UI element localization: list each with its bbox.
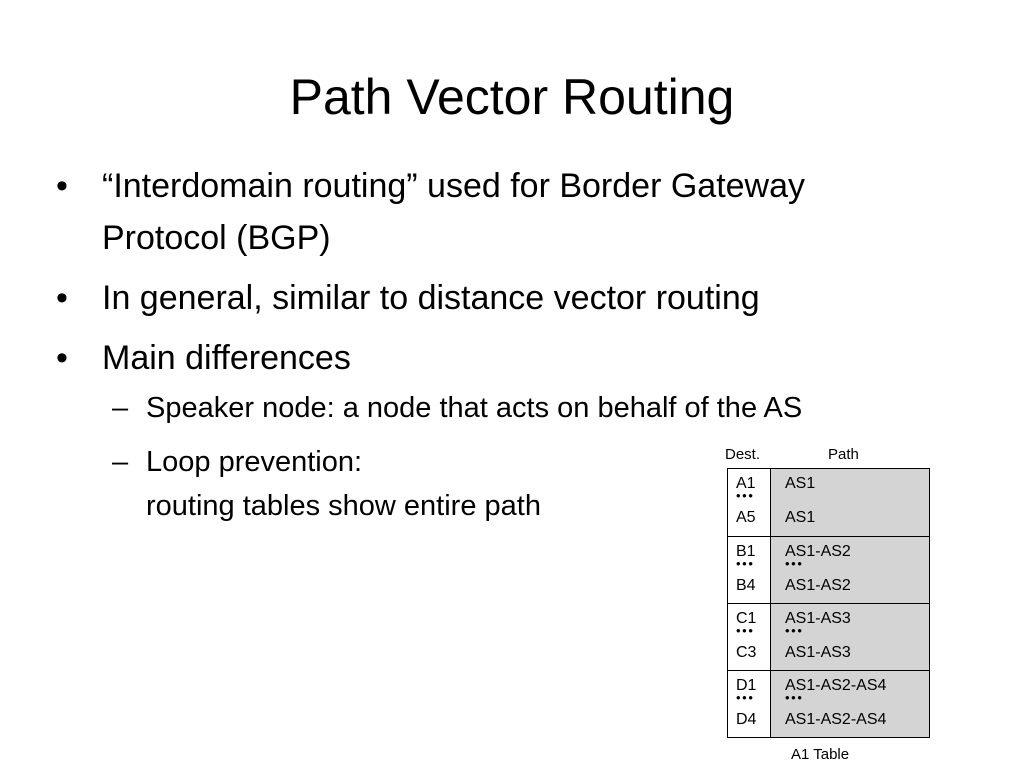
dest-last: C3 bbox=[736, 644, 757, 661]
path-last: AS1-AS2-AS4 bbox=[785, 711, 887, 728]
table-row bbox=[728, 469, 929, 536]
bullet-icon: • bbox=[56, 167, 68, 205]
dest-column-header: Dest. bbox=[725, 446, 761, 463]
path-cell bbox=[771, 604, 929, 670]
bullet-text-line2: Protocol (BGP) bbox=[102, 219, 331, 257]
sub-bullet-text-line1: Loop prevention: bbox=[146, 446, 363, 478]
table-caption: A1 Table bbox=[791, 746, 850, 763]
dest-cell bbox=[728, 537, 771, 603]
path-first: AS1-AS2 bbox=[785, 543, 851, 560]
path-last: AS1-AS3 bbox=[785, 644, 851, 661]
ellipsis-icon: • • • bbox=[785, 556, 801, 571]
bullet-text-line1: “Interdomain routing” used for Border Gateway bbox=[102, 167, 806, 205]
ellipsis-icon: • • • bbox=[736, 556, 752, 571]
bullet-item bbox=[56, 160, 1006, 264]
path-first: AS1-AS2-AS4 bbox=[785, 677, 887, 694]
routing-table-figure bbox=[725, 444, 935, 763]
dest-cell bbox=[728, 469, 771, 536]
dest-last: D4 bbox=[736, 711, 757, 728]
dest-cell bbox=[728, 604, 771, 670]
bullet-item bbox=[56, 332, 1006, 384]
bullet-item bbox=[56, 272, 1006, 324]
path-last: AS1 bbox=[785, 509, 816, 526]
ellipsis-icon: • • • bbox=[736, 488, 752, 503]
sub-bullet-text-line2: routing tables show entire path bbox=[146, 490, 541, 522]
bullet-icon: • bbox=[56, 339, 68, 377]
ellipsis-icon: • • • bbox=[736, 623, 752, 638]
path-cell bbox=[771, 537, 929, 603]
path-first: AS1-AS3 bbox=[785, 610, 851, 627]
dash-icon: – bbox=[112, 446, 129, 478]
path-column-header: Path bbox=[828, 446, 859, 463]
slide-title: Path Vector Routing bbox=[289, 69, 735, 125]
path-cell bbox=[771, 469, 929, 536]
sub-bullet-text: Speaker node: a node that acts on behalf of the AS bbox=[146, 392, 803, 424]
ellipsis-icon: • • • bbox=[785, 690, 801, 705]
dest-first: C1 bbox=[736, 610, 757, 627]
path-last: AS1-AS2 bbox=[785, 577, 851, 594]
dest-first: B1 bbox=[736, 543, 756, 560]
ellipsis-icon: • • • bbox=[785, 623, 801, 638]
dest-first: A1 bbox=[736, 475, 756, 492]
table-row bbox=[728, 536, 929, 603]
routing-table-header bbox=[725, 444, 935, 468]
table-row bbox=[728, 603, 929, 670]
dest-first: D1 bbox=[736, 677, 757, 694]
table-row bbox=[728, 670, 929, 737]
path-first: AS1 bbox=[785, 475, 816, 492]
dest-last: B4 bbox=[736, 577, 756, 594]
bullet-text: Main differences bbox=[102, 339, 351, 377]
bullet-icon: • bbox=[56, 279, 68, 317]
routing-table bbox=[727, 468, 930, 738]
bullet-text: In general, similar to distance vector routing bbox=[102, 279, 760, 317]
ellipsis-icon: • • • bbox=[736, 690, 752, 705]
dest-cell bbox=[728, 671, 771, 737]
dest-last: A5 bbox=[736, 509, 756, 526]
sub-bullet-item bbox=[56, 386, 1006, 430]
dash-icon: – bbox=[112, 392, 129, 424]
path-cell bbox=[771, 671, 929, 737]
